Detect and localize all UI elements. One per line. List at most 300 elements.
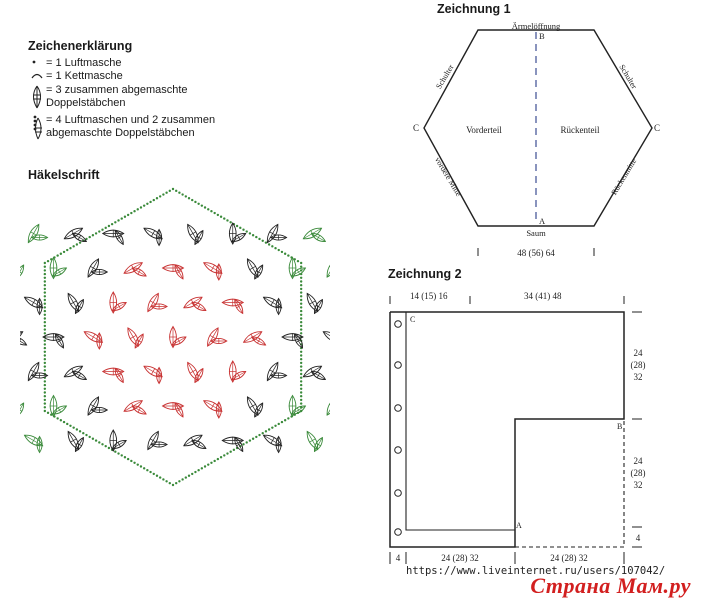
chain-dot	[169, 482, 171, 484]
chain-dot	[105, 227, 107, 229]
cluster-petal	[151, 442, 167, 448]
chain-dot	[44, 362, 46, 364]
chain-dot	[233, 449, 235, 451]
chain-dot	[44, 340, 46, 342]
chain-dot	[44, 351, 46, 353]
chain-dot	[95, 439, 97, 441]
chain-dot	[265, 430, 267, 432]
point-a-label: A	[539, 216, 546, 226]
chain-dot	[44, 358, 46, 360]
chain-dot	[175, 482, 177, 484]
chain-dot	[201, 467, 203, 469]
chain-dot	[172, 484, 174, 486]
cluster-petal	[282, 333, 303, 340]
chain-dot	[140, 465, 142, 467]
button-hole	[395, 321, 402, 328]
chain-dot	[300, 362, 302, 364]
chain-dot	[44, 325, 46, 327]
chain-dot	[44, 343, 46, 345]
chain-dot	[300, 262, 302, 264]
chain-dot	[162, 478, 164, 480]
dim-right-lower-1: 24	[633, 456, 643, 466]
cluster-petal	[312, 298, 325, 315]
chain-dot	[133, 210, 135, 212]
chain-dot	[274, 425, 276, 427]
chain-dot	[92, 438, 94, 440]
chain-dot	[197, 203, 199, 205]
chain-dot	[44, 328, 46, 330]
cluster-petal	[271, 235, 287, 241]
chain-dot	[98, 230, 100, 232]
chain-dot	[63, 421, 65, 423]
chain-dot	[242, 229, 244, 231]
drawing2-pattern	[380, 282, 700, 572]
cluster-petal	[192, 367, 205, 384]
chain-dot	[258, 434, 260, 436]
chain-dot	[137, 208, 139, 210]
dashed-extension	[515, 419, 624, 547]
front-panel-label: Vorderteil	[466, 125, 502, 135]
cluster-petal	[264, 361, 281, 383]
chain-dot	[185, 195, 187, 197]
point-c-right-label: C	[654, 123, 661, 133]
chain-dot	[137, 463, 139, 465]
chain-dot	[79, 430, 81, 432]
chain-dot	[44, 299, 46, 301]
dim-right-upper-2: (28)	[630, 360, 646, 370]
chain-dot	[44, 314, 46, 316]
chain-dot	[44, 365, 46, 367]
chain-dot	[66, 249, 68, 251]
chain-dot	[278, 249, 280, 251]
chain-dot	[300, 395, 302, 397]
cluster-petal	[103, 230, 124, 237]
chain-dot	[223, 217, 225, 219]
chain-dot	[271, 245, 273, 247]
chain-dot	[44, 273, 46, 275]
button-hole	[395, 490, 402, 497]
chain-dot	[268, 243, 270, 245]
chain-dot	[210, 210, 212, 212]
chain-dot	[149, 471, 151, 473]
chain-double-treble-icon	[28, 114, 46, 146]
chain-dot	[300, 310, 302, 312]
cluster-petal	[25, 223, 42, 245]
legend-item-slipstitch: = 1 Kettmasche	[28, 70, 123, 83]
chain-dot	[185, 476, 187, 478]
chain-dot	[191, 473, 193, 475]
hexagon-outline	[424, 30, 652, 226]
chain-dot	[63, 251, 65, 253]
chain-dot	[140, 206, 142, 208]
chain-dot	[114, 451, 116, 453]
chain-dot	[220, 216, 222, 218]
chain-dot	[300, 280, 302, 282]
chain-dot	[101, 443, 103, 445]
dot-icon	[28, 57, 46, 70]
chain-dot	[44, 262, 46, 264]
chain-dot	[207, 208, 209, 210]
chain-dot	[143, 204, 145, 206]
chain-dot	[44, 384, 46, 386]
chain-dot	[213, 212, 215, 214]
chain-dot	[44, 306, 46, 308]
chain-dot	[300, 295, 302, 297]
shoulder-left-label: Schulter	[434, 62, 456, 91]
cluster-petal	[321, 329, 330, 346]
cluster-petal	[145, 430, 162, 452]
cluster-petal	[271, 373, 287, 379]
front-center-label: vordere Mitte	[433, 155, 464, 198]
chain-dot	[44, 280, 46, 282]
chain-dot	[300, 321, 302, 323]
chart-petals	[20, 223, 330, 453]
cluster-petal	[211, 338, 227, 344]
chain-dot	[44, 317, 46, 319]
chain-dot	[105, 445, 107, 447]
arc-icon	[28, 70, 46, 83]
point-c-label: C	[410, 315, 416, 324]
cluster-petal	[133, 333, 146, 350]
chain-dot	[44, 291, 46, 293]
chain-dot	[101, 229, 103, 231]
chain-dot	[300, 354, 302, 356]
chain-dot	[44, 406, 46, 408]
button-holes	[395, 321, 402, 536]
chain-dot	[85, 434, 87, 436]
drawing1-title: Zeichnung 1	[437, 2, 511, 16]
chain-dot	[114, 221, 116, 223]
cluster-petal	[151, 304, 167, 310]
cluster-petal	[25, 361, 42, 383]
chain-dot	[245, 441, 247, 443]
chain-dot	[181, 193, 183, 195]
chain-dot	[44, 395, 46, 397]
dim-right-upper-3: 32	[633, 372, 643, 382]
chain-dot	[60, 253, 62, 255]
legend-item-chain: = 1 Luftmasche	[28, 57, 122, 70]
chain-dot	[220, 456, 222, 458]
chain-dot	[82, 432, 84, 434]
chain-dot	[300, 284, 302, 286]
chain-dot	[44, 402, 46, 404]
chain-dot	[44, 380, 46, 382]
cluster-petal	[91, 269, 107, 275]
chain-dot	[69, 425, 71, 427]
chain-dot	[300, 365, 302, 367]
width-label: 48 (56) 64	[517, 248, 555, 258]
cluster-petal	[163, 402, 184, 409]
brand-watermark: Страна Мам.ру	[530, 573, 691, 598]
chain-dot	[274, 247, 276, 249]
dim-right-lower-3: 32	[633, 480, 643, 490]
chain-dot	[226, 452, 228, 454]
chain-dot	[236, 225, 238, 227]
chain-dot	[44, 347, 46, 349]
shoulder-right-label: Schulter	[617, 62, 639, 91]
chain-dot	[92, 234, 94, 236]
crochet-chart	[20, 176, 330, 498]
chain-dot	[194, 471, 196, 473]
chain-dot	[146, 203, 148, 205]
chain-dot	[44, 303, 46, 305]
chain-dot	[300, 377, 302, 379]
chain-dot	[297, 260, 299, 262]
chain-dot	[300, 303, 302, 305]
chain-dot	[108, 447, 110, 449]
chain-dot	[169, 190, 171, 192]
cluster-petal	[312, 436, 325, 453]
chain-dot	[300, 325, 302, 327]
cluster-petal	[20, 402, 26, 419]
chain-dot	[255, 236, 257, 238]
chain-dot	[300, 288, 302, 290]
sleeve-opening-label: Ärmelöffnung	[511, 21, 561, 31]
chain-dot	[252, 234, 254, 236]
chain-dot	[300, 380, 302, 382]
chain-dot	[159, 476, 161, 478]
chain-dot	[300, 328, 302, 330]
cluster-petal	[222, 437, 243, 444]
chain-dot	[44, 310, 46, 312]
chain-dot	[117, 219, 119, 221]
chain-dot	[159, 195, 161, 197]
legend-item-chain-double: = 4 Luftmaschen und 2 zusammen abgemaschte Doppelstäbchen	[28, 114, 215, 146]
chain-dot	[213, 460, 215, 462]
chain-dot	[149, 201, 151, 203]
cluster-petal	[252, 402, 265, 419]
chain-dot	[98, 441, 100, 443]
chain-dot	[252, 438, 254, 440]
button-hole	[395, 362, 402, 369]
cluster-petal	[20, 264, 26, 281]
source-url[interactable]: https://www.liveinternet.ru/users/107042/	[406, 565, 666, 577]
chain-dot	[44, 295, 46, 297]
chain-dot	[178, 480, 180, 482]
chain-dot	[44, 288, 46, 290]
chain-dot	[217, 214, 219, 216]
pattern-outline	[390, 312, 624, 547]
chain-dot	[181, 478, 183, 480]
chain-dot	[300, 351, 302, 353]
chain-dot	[300, 314, 302, 316]
triple-treble-icon	[28, 84, 46, 114]
chain-dot	[44, 410, 46, 412]
cluster-petal	[252, 264, 265, 281]
chain-dot	[258, 238, 260, 240]
dim-right-upper-1: 24	[633, 348, 643, 358]
cluster-petal	[103, 368, 124, 375]
chain-dot	[281, 251, 283, 253]
chain-dot	[265, 241, 267, 243]
cluster-petal	[85, 257, 102, 279]
chain-dot	[245, 230, 247, 232]
chain-dot	[121, 217, 123, 219]
chain-dot	[108, 225, 110, 227]
cluster-petal	[324, 257, 330, 279]
chain-dot	[156, 475, 158, 477]
chain-dot	[284, 253, 286, 255]
chain-dot	[44, 399, 46, 401]
chain-dot	[226, 219, 228, 221]
chain-dot	[300, 291, 302, 293]
chain-dot	[242, 443, 244, 445]
chain-dot	[153, 199, 155, 201]
cluster-petal	[32, 235, 48, 241]
chain-dot	[44, 354, 46, 356]
cluster-petal	[43, 333, 64, 340]
dim-right-bottom: 4	[635, 533, 641, 543]
chain-dot	[44, 277, 46, 279]
chain-dot	[262, 432, 264, 434]
cluster-petal	[204, 326, 221, 348]
chain-dot	[88, 236, 90, 238]
back-seam-label: Rückenmitte	[609, 156, 639, 197]
chain-dot	[72, 426, 74, 428]
chain-dot	[44, 269, 46, 271]
chain-dot	[44, 266, 46, 268]
chain-dot	[300, 402, 302, 404]
chain-dot	[249, 439, 251, 441]
chain-dot	[88, 436, 90, 438]
chain-dot	[146, 469, 148, 471]
chain-dot	[255, 436, 257, 438]
chain-dot	[300, 332, 302, 334]
chain-dot	[124, 456, 126, 458]
button-hole	[395, 447, 402, 454]
chain-dot	[127, 458, 129, 460]
drawing2-title: Zeichnung 2	[388, 267, 462, 281]
chain-dot	[188, 475, 190, 477]
legend-item-triple: = 3 zusammen abgemaschte Doppelstäbchen	[28, 84, 188, 114]
chain-dot	[47, 260, 49, 262]
cluster-petal	[91, 407, 107, 413]
chain-dot	[72, 245, 74, 247]
chain-dot	[44, 369, 46, 371]
chain-dot	[76, 243, 78, 245]
chain-dot	[281, 421, 283, 423]
chain-dot	[210, 462, 212, 464]
chain-dot	[300, 384, 302, 386]
cluster-petal	[145, 292, 162, 314]
chain-dot	[130, 460, 132, 462]
back-panel-label: Rückenteil	[560, 125, 600, 135]
chain-dot	[300, 299, 302, 301]
inner-seam-line	[406, 312, 515, 530]
drawing1-hexagon	[400, 16, 700, 264]
chain-dot	[153, 473, 155, 475]
chain-dot	[191, 199, 193, 201]
legend-title: Zeichenerklärung	[28, 39, 133, 53]
chain-dot	[165, 480, 167, 482]
dim-right-lower-2: (28)	[630, 468, 646, 478]
chain-dot	[300, 369, 302, 371]
chain-dot	[197, 469, 199, 471]
chain-dot	[223, 454, 225, 456]
chain-dot	[95, 232, 97, 234]
chain-dot	[194, 201, 196, 203]
chain-dot	[204, 465, 206, 467]
chain-dot	[172, 188, 174, 190]
chain-dot	[229, 221, 231, 223]
chain-dot	[130, 212, 132, 214]
chain-dot	[44, 332, 46, 334]
chain-dot	[262, 240, 264, 242]
chain-dot	[287, 254, 289, 256]
chain-dot	[60, 419, 62, 421]
chain-dot	[284, 419, 286, 421]
cluster-petal	[85, 395, 102, 417]
chain-dot	[300, 306, 302, 308]
chart-title: Häkelschrift	[28, 168, 100, 182]
dim-bottom-small: 4	[395, 553, 401, 563]
chain-dot	[229, 451, 231, 453]
point-b-label: B	[617, 422, 623, 431]
chain-dot	[217, 458, 219, 460]
chain-dot	[66, 423, 68, 425]
chain-dot	[44, 284, 46, 286]
chain-dot	[56, 254, 58, 256]
chain-dot	[44, 391, 46, 393]
chain-dot	[79, 241, 81, 243]
chain-dot	[201, 204, 203, 206]
chain-dot	[300, 358, 302, 360]
chain-dot	[271, 426, 273, 428]
cluster-petal	[222, 299, 243, 306]
chain-dot	[76, 428, 78, 430]
chain-dot	[300, 277, 302, 279]
chain-dot	[69, 247, 71, 249]
dim-bottom-right: 24 (28) 32	[550, 553, 588, 563]
chain-dot	[204, 206, 206, 208]
chain-dot	[44, 388, 46, 390]
button-hole	[395, 405, 402, 412]
chain-dot	[162, 193, 164, 195]
hem-label: Saum	[526, 228, 546, 238]
point-b-label: B	[539, 31, 545, 41]
chain-dot	[111, 223, 113, 225]
dim-top-left: 14 (15) 16	[410, 291, 448, 301]
chain-dot	[300, 373, 302, 375]
chain-dot	[278, 423, 280, 425]
chain-dot	[268, 428, 270, 430]
chain-dot	[117, 452, 119, 454]
cluster-petal	[20, 335, 28, 348]
chain-dot	[178, 192, 180, 194]
chain-dot	[188, 197, 190, 199]
point-a-label: A	[516, 521, 522, 530]
chain-dot	[300, 399, 302, 401]
cluster-petal	[163, 264, 184, 271]
chain-dot	[143, 467, 145, 469]
chain-dot	[300, 266, 302, 268]
chain-dot	[239, 227, 241, 229]
chain-dot	[207, 463, 209, 465]
chain-dot	[249, 232, 251, 234]
cluster-petal	[73, 298, 86, 315]
chain-dot	[56, 417, 58, 419]
dim-bottom-mid: 24 (28) 32	[441, 553, 479, 563]
button-hole	[395, 529, 402, 536]
point-c-left-label: C	[413, 123, 420, 133]
cluster-petal	[264, 223, 281, 245]
cluster-petal	[192, 229, 205, 246]
chain-dot	[124, 216, 126, 218]
chain-dot	[44, 321, 46, 323]
chain-dot	[127, 214, 129, 216]
chain-dot	[300, 388, 302, 390]
chain-dot	[300, 391, 302, 393]
